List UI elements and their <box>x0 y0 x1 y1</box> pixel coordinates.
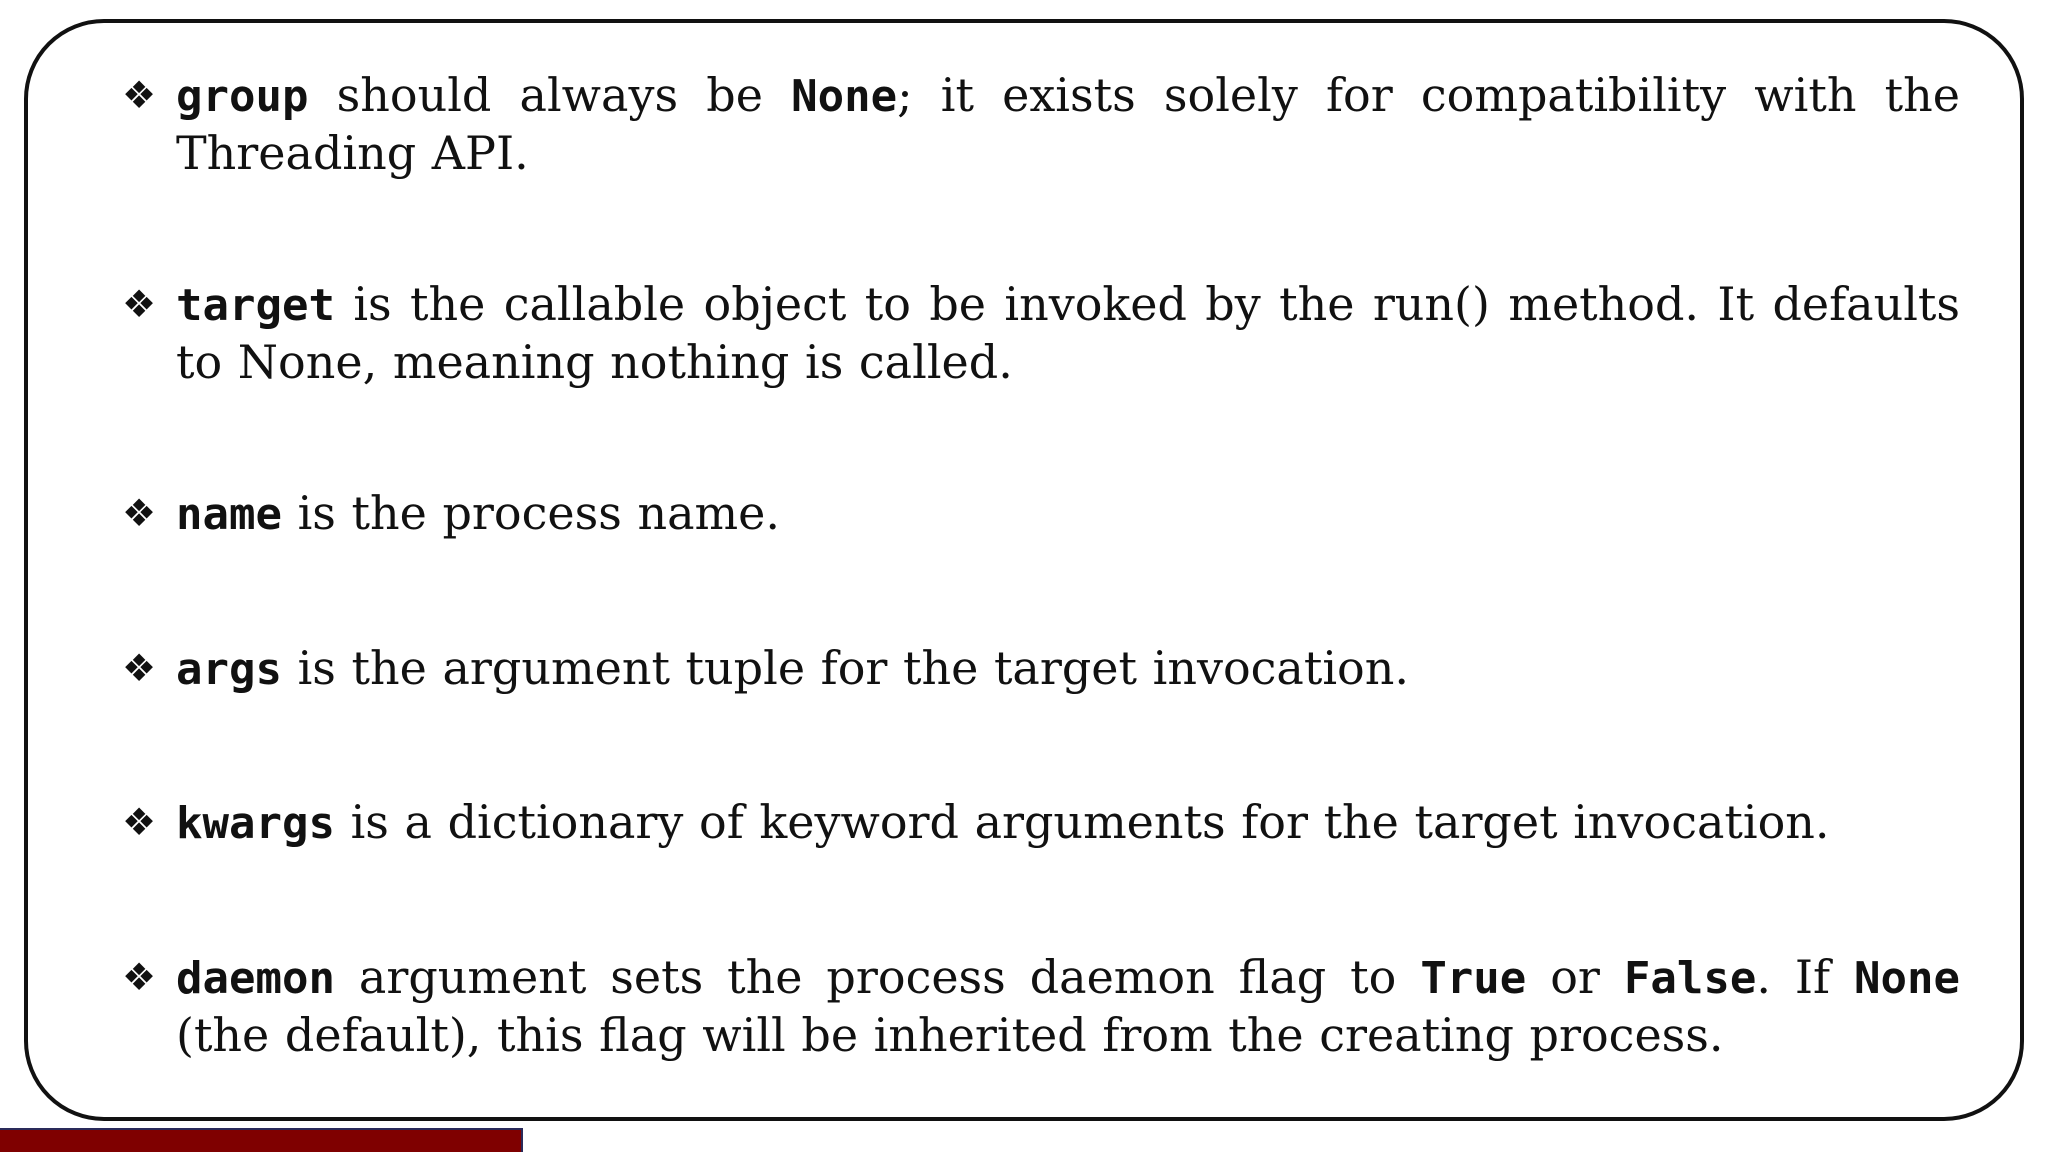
list-item-args <box>122 640 2002 698</box>
text-run: . If <box>1756 950 1855 1004</box>
list-item-kwargs <box>122 794 2002 852</box>
diamond-bullet-icon: ❖ <box>122 955 157 999</box>
list-item-daemon <box>122 949 2002 1063</box>
code-keyword: True <box>1420 953 1527 1004</box>
list-item-name <box>122 485 2002 543</box>
list-item-text <box>176 485 1960 543</box>
text-run: is a dictionary of keyword arguments for the target invocation. <box>334 795 1830 849</box>
diamond-bullet-icon: ❖ <box>122 646 157 690</box>
list-item-text <box>176 67 1960 181</box>
list-item-text <box>176 276 1960 390</box>
text-run: (the default), this flag will be inherited from the creating process. <box>176 1008 1724 1062</box>
list-item-target <box>122 276 2002 390</box>
diamond-bullet-icon: ❖ <box>122 491 157 535</box>
diamond-bullet-icon: ❖ <box>122 73 157 117</box>
list-item-group <box>122 67 2002 181</box>
parameter-list <box>28 23 2020 1117</box>
list-item-text <box>176 949 1960 1063</box>
text-run: is the process name. <box>281 486 780 540</box>
diamond-bullet-icon: ❖ <box>122 282 157 326</box>
code-keyword: kwargs <box>176 798 335 849</box>
code-keyword: None <box>1854 953 1960 1004</box>
text-run: should always be <box>308 68 792 122</box>
diamond-bullet-icon: ❖ <box>122 800 157 844</box>
text-run: or <box>1526 950 1624 1004</box>
code-keyword: target <box>176 280 335 331</box>
slide-frame <box>24 19 2024 1121</box>
footer-accent-bar <box>0 1128 523 1152</box>
code-keyword: daemon <box>176 953 335 1004</box>
text-run: argument sets the process daemon flag to <box>334 950 1421 1004</box>
text-run: ; it exists solely for compatibility with the Threading API. <box>176 68 1961 180</box>
code-keyword: None <box>791 71 898 122</box>
code-keyword: False <box>1623 953 1757 1004</box>
list-item-text <box>176 794 1960 852</box>
code-keyword: group <box>176 71 309 122</box>
text-run: is the argument tuple for the target invocation. <box>281 641 1409 695</box>
list-item-text <box>176 640 1960 698</box>
code-keyword: args <box>176 644 282 695</box>
code-keyword: name <box>176 489 282 540</box>
text-run: is the callable object to be invoked by the run() method. It defaults to None, meaning nothing is called. <box>176 277 1960 389</box>
